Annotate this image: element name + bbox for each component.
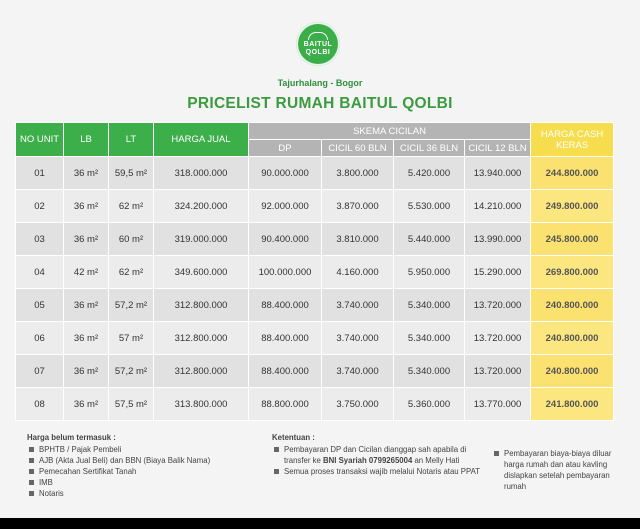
header-cicil-60: CICIL 60 BLN	[322, 140, 394, 157]
cell-no: 01	[16, 157, 64, 190]
price-table	[15, 122, 614, 421]
cell-lb: 36 m²	[64, 322, 109, 355]
cell-c60: 3.740.000	[322, 322, 394, 355]
cell-cash: 240.800.000	[531, 322, 614, 355]
header-lb: LB	[64, 123, 109, 157]
cell-cash: 269.800.000	[531, 256, 614, 289]
cell-lb: 36 m²	[64, 157, 109, 190]
cell-harga: 313.800.000	[154, 388, 249, 421]
cell-dp: 90.000.000	[249, 157, 322, 190]
logo-text-2: QOLBI	[305, 48, 331, 56]
term-item: Pembayaran biaya-biaya diluar harga rumah dan atau kavling dislapkan setelah pembayaran rumah	[492, 448, 622, 492]
table-row	[16, 355, 614, 388]
header-cicil-36: CICIL 36 BLN	[394, 140, 465, 157]
cell-c12: 13.940.000	[465, 157, 531, 190]
cell-c12: 13.990.000	[465, 223, 531, 256]
cell-c36: 5.340.000	[394, 355, 465, 388]
table-row	[16, 289, 614, 322]
cell-harga: 319.000.000	[154, 223, 249, 256]
table-row	[16, 256, 614, 289]
cell-c36: 5.440.000	[394, 223, 465, 256]
cell-cash: 245.800.000	[531, 223, 614, 256]
location-label: Tajurhalang - Bogor	[277, 78, 363, 88]
cell-lb: 36 m²	[64, 190, 109, 223]
cell-c60: 3.740.000	[322, 355, 394, 388]
logo-text-1: BAITUL	[303, 40, 333, 48]
cell-dp: 88.400.000	[249, 289, 322, 322]
cell-c36: 5.530.000	[394, 190, 465, 223]
excluded-item: Notaris	[27, 488, 262, 499]
table-row	[16, 190, 614, 223]
cell-dp: 88.800.000	[249, 388, 322, 421]
cell-c12: 13.720.000	[465, 289, 531, 322]
terms-title: Ketentuan :	[272, 433, 315, 442]
excluded-costs-notes	[27, 432, 262, 499]
cell-lt: 59,5 m²	[109, 157, 154, 190]
cell-lt: 57,5 m²	[109, 388, 154, 421]
cell-no: 04	[16, 256, 64, 289]
cell-cash: 241.800.000	[531, 388, 614, 421]
bank-account: BNI Syariah 0799265004	[323, 456, 413, 465]
cell-c36: 5.950.000	[394, 256, 465, 289]
payment-notes	[492, 448, 622, 492]
excluded-title: Harga belum termasuk :	[27, 433, 116, 442]
table-row	[16, 388, 614, 421]
cell-no: 02	[16, 190, 64, 223]
header-harga-jual: HARGA JUAL	[154, 123, 249, 157]
term-item	[272, 444, 482, 466]
cell-lt: 60 m²	[109, 223, 154, 256]
terms-notes	[272, 432, 482, 477]
cell-c60: 3.750.000	[322, 388, 394, 421]
term1-text-a: Pembayaran DP dan Cicilan dianggap sah apabila di transfer ke	[284, 445, 467, 465]
cell-lb: 36 m²	[64, 223, 109, 256]
table-row	[16, 157, 614, 190]
excluded-item: AJB (Akta Jual Beli) dan BBN (Biaya Balik Nama)	[27, 455, 262, 466]
cell-c36: 5.340.000	[394, 289, 465, 322]
cell-c12: 15.290.000	[465, 256, 531, 289]
excluded-item: BPHTB / Pajak Pembeli	[27, 444, 262, 455]
excluded-item: IMB	[27, 477, 262, 488]
cell-c60: 4.160.000	[322, 256, 394, 289]
cell-lb: 36 m²	[64, 388, 109, 421]
cell-lb: 42 m²	[64, 256, 109, 289]
cell-lb: 36 m²	[64, 355, 109, 388]
cell-cash: 240.800.000	[531, 355, 614, 388]
cell-cash: 240.800.000	[531, 289, 614, 322]
header-cicil-12: CICIL 12 BLN	[465, 140, 531, 157]
cell-c36: 5.340.000	[394, 322, 465, 355]
baitul-qolbi-logo	[296, 22, 340, 66]
header-dp: DP	[249, 140, 322, 157]
cell-c60: 3.810.000	[322, 223, 394, 256]
cell-no: 03	[16, 223, 64, 256]
cell-no: 05	[16, 289, 64, 322]
header-lt: LT	[109, 123, 154, 157]
cell-dp: 92.000.000	[249, 190, 322, 223]
cell-c60: 3.740.000	[322, 289, 394, 322]
cell-c60: 3.800.000	[322, 157, 394, 190]
cell-no: 06	[16, 322, 64, 355]
cell-lb: 36 m²	[64, 289, 109, 322]
cell-c36: 5.360.000	[394, 388, 465, 421]
table-row	[16, 223, 614, 256]
cell-harga: 312.800.000	[154, 355, 249, 388]
cell-harga: 312.800.000	[154, 289, 249, 322]
cell-lt: 62 m²	[109, 190, 154, 223]
table-row	[16, 322, 614, 355]
term1-text-b: an Melly Hati	[412, 456, 460, 465]
cell-harga: 349.600.000	[154, 256, 249, 289]
header-skema-cicilan: SKEMA CICILAN	[249, 123, 531, 140]
cell-dp: 88.400.000	[249, 322, 322, 355]
cell-no: 07	[16, 355, 64, 388]
cell-c36: 5.420.000	[394, 157, 465, 190]
cell-cash: 244.800.000	[531, 157, 614, 190]
cell-no: 08	[16, 388, 64, 421]
cell-dp: 90.400.000	[249, 223, 322, 256]
cell-lt: 57 m²	[109, 322, 154, 355]
cell-lt: 57,2 m²	[109, 289, 154, 322]
cell-lt: 57,2 m²	[109, 355, 154, 388]
excluded-item: Pemecahan Sertifikat Tanah	[27, 466, 262, 477]
cell-c12: 13.720.000	[465, 322, 531, 355]
dome-icon	[308, 32, 328, 40]
header-harga-cash: HARGA CASH KERAS	[531, 123, 614, 157]
cell-c12: 14.210.000	[465, 190, 531, 223]
cell-harga: 312.800.000	[154, 322, 249, 355]
cell-c12: 13.770.000	[465, 388, 531, 421]
cell-lt: 62 m²	[109, 256, 154, 289]
cell-cash: 249.800.000	[531, 190, 614, 223]
header-no-unit: NO UNIT	[16, 123, 64, 157]
term-item: Semua proses transaksi wajib melalui Notaris atau PPAT	[272, 466, 482, 477]
cell-dp: 88.400.000	[249, 355, 322, 388]
cell-c60: 3.870.000	[322, 190, 394, 223]
cell-harga: 318.000.000	[154, 157, 249, 190]
cell-c12: 13.720.000	[465, 355, 531, 388]
cell-dp: 100.000.000	[249, 256, 322, 289]
page-title: PRICELIST RUMAH BAITUL QOLBI	[187, 95, 453, 112]
cell-harga: 324.200.000	[154, 190, 249, 223]
